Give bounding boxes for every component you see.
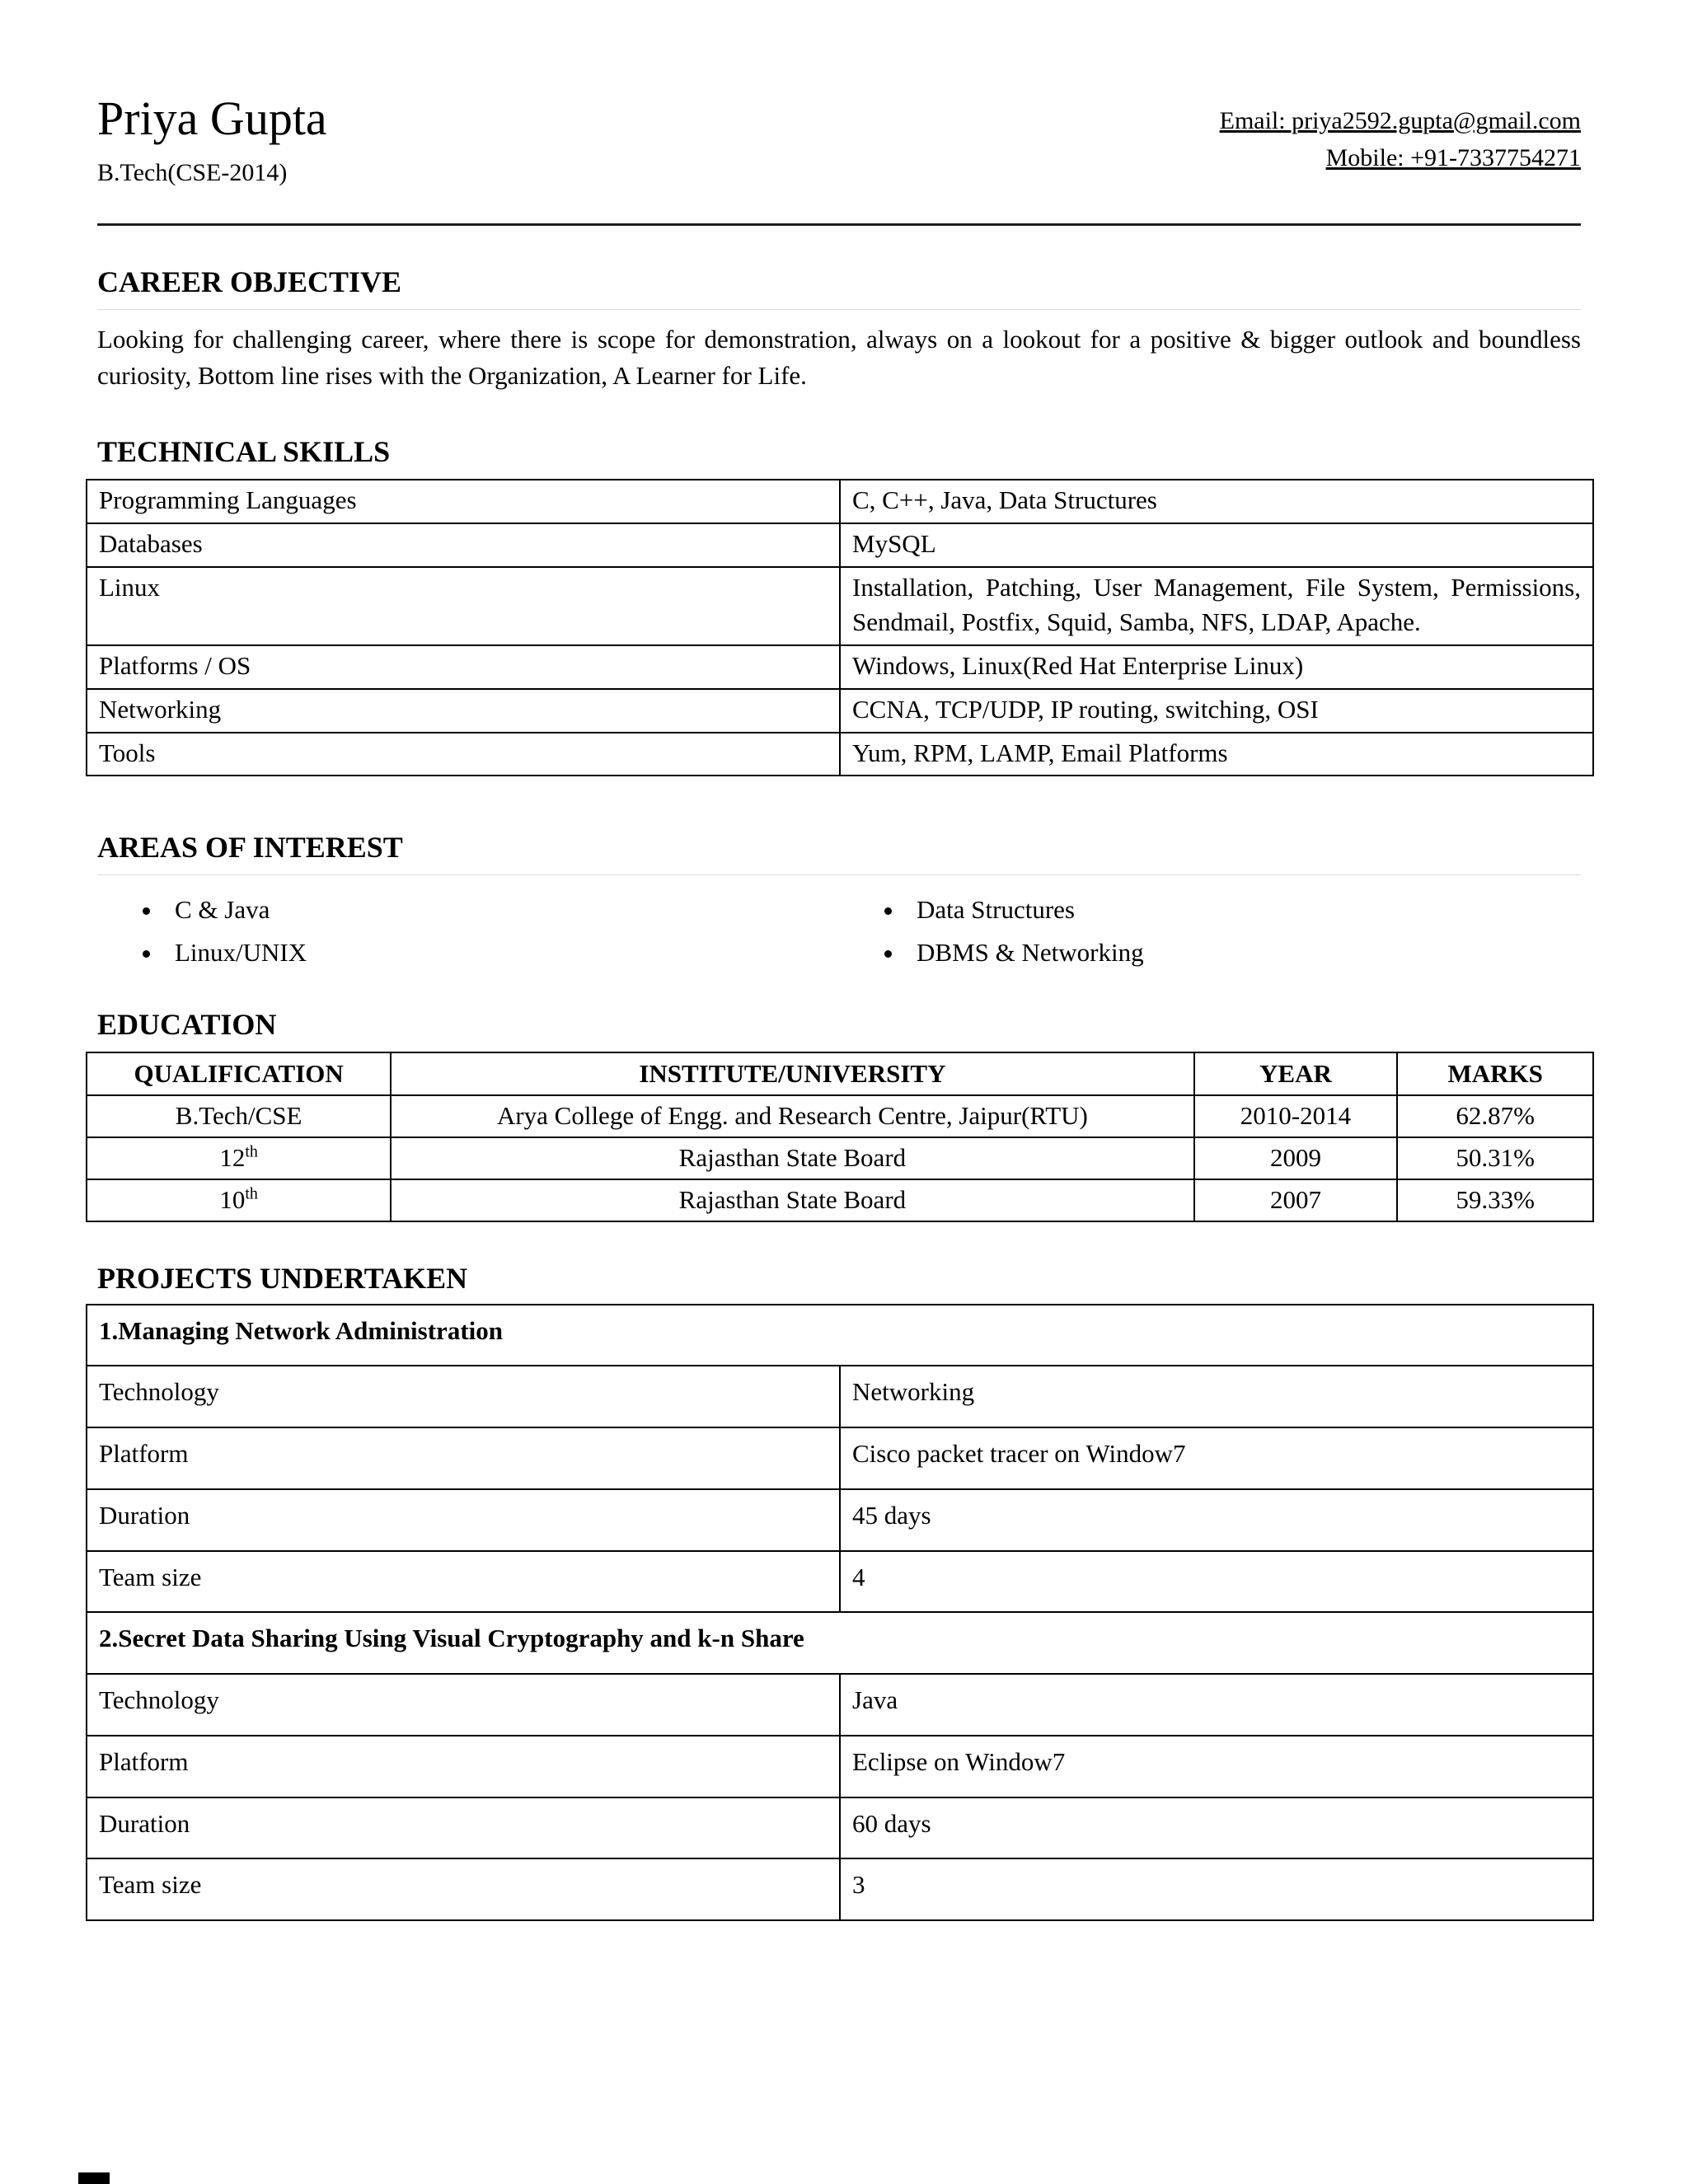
skill-label: Networking	[87, 689, 840, 733]
education-year: 2009	[1194, 1137, 1398, 1179]
skill-label: Linux	[87, 567, 840, 646]
header-left	[97, 92, 327, 187]
skill-value: Windows, Linux(Red Hat Enterprise Linux)	[840, 645, 1593, 689]
career-objective-text: Looking for challenging career, where there is scope for demonstration, always on a lookout for a positive & bigger outlook and boundless curiosity, Bottom line rises with the Organization, A Learner for Life.	[97, 324, 1581, 390]
skill-value: Yum, RPM, LAMP, Email Platforms	[840, 733, 1593, 776]
skill-value: C, C++, Java, Data Structures	[840, 480, 1593, 523]
skill-row	[87, 733, 1593, 776]
project-field-label: Technology	[87, 1674, 840, 1736]
project-row	[87, 1489, 1593, 1551]
areas-of-interest-list	[97, 888, 1581, 974]
project-field-label: Duration	[87, 1489, 840, 1551]
project-row	[87, 1427, 1593, 1489]
skill-row	[87, 689, 1593, 733]
education-row	[87, 1179, 1593, 1221]
interest-item: • Linux/UNIX	[163, 931, 839, 974]
project-field-value: Java	[840, 1674, 1593, 1736]
skill-row	[87, 523, 1593, 567]
education-table	[86, 1052, 1594, 1222]
interest-item: • DBMS & Networking	[905, 931, 1581, 974]
education-header-year: YEAR	[1194, 1052, 1398, 1096]
project-title-row	[87, 1612, 1593, 1674]
education-header-institute: INSTITUTE/UNIVERSITY	[391, 1052, 1193, 1096]
mobile-link[interactable]: Mobile: +91-7337754271	[1325, 144, 1581, 171]
header	[97, 92, 1581, 187]
interest-item: • C & Java	[163, 888, 839, 931]
project-row	[87, 1797, 1593, 1859]
project-field-value: Cisco packet tracer on Window7	[840, 1427, 1593, 1489]
project-field-label: Platform	[87, 1736, 840, 1797]
career-objective-heading: CAREER OBJECTIVE	[97, 264, 1581, 310]
education-institute: Rajasthan State Board	[391, 1179, 1193, 1221]
education-row	[87, 1137, 1593, 1179]
skill-value: Installation, Patching, User Management, File System, Permissions, Sendmail, Postfix, Squid, Samba, NFS, LDAP, Apache.	[840, 567, 1593, 646]
project-title-row	[87, 1305, 1593, 1366]
education-heading: EDUCATION	[97, 1007, 277, 1041]
education-institute: Rajasthan State Board	[391, 1137, 1193, 1179]
skill-label: Databases	[87, 523, 840, 567]
projects-table	[86, 1304, 1594, 1922]
education-header-row	[87, 1052, 1593, 1096]
skill-value: MySQL	[840, 523, 1593, 567]
skill-label: Programming Languages	[87, 480, 840, 523]
project-field-value: Networking	[840, 1366, 1593, 1427]
contact-mobile-line	[1220, 139, 1581, 176]
project-row	[87, 1366, 1593, 1427]
qualification-superscript: th	[245, 1142, 258, 1161]
education-qualification: B.Tech/CSE	[87, 1095, 391, 1137]
education-qualification: 12th	[87, 1137, 391, 1179]
education-marks: 62.87%	[1397, 1095, 1593, 1137]
page-edge-artifact	[78, 2172, 110, 2184]
education-qualification: 10th	[87, 1179, 391, 1221]
education-row	[87, 1095, 1593, 1137]
areas-of-interest-heading: AREAS OF INTEREST	[97, 829, 1581, 875]
header-divider	[97, 223, 1581, 226]
projects-heading: PROJECTS UNDERTAKEN	[97, 1261, 468, 1295]
interest-column-left	[97, 888, 839, 974]
project-field-value: Eclipse on Window7	[840, 1736, 1593, 1797]
interest-item: • Data Structures	[905, 888, 1581, 931]
email-link[interactable]: Email: priya2592.gupta@gmail.com	[1219, 107, 1581, 134]
skill-row	[87, 645, 1593, 689]
person-name: Priya Gupta	[97, 91, 327, 145]
education-header-qualification: QUALIFICATION	[87, 1052, 391, 1096]
project-field-value: 3	[840, 1858, 1593, 1920]
project-row	[87, 1736, 1593, 1797]
education-institute: Arya College of Engg. and Research Centre, Jaipur(RTU)	[391, 1095, 1193, 1137]
interest-column-right	[839, 888, 1581, 974]
education-marks: 50.31%	[1397, 1137, 1593, 1179]
project-row	[87, 1858, 1593, 1920]
project-field-label: Team size	[87, 1858, 840, 1920]
project-field-label: Team size	[87, 1551, 840, 1613]
skill-value: CCNA, TCP/UDP, IP routing, switching, OSI	[840, 689, 1593, 733]
degree: B.Tech(CSE-2014)	[97, 158, 288, 186]
skill-row	[87, 567, 1593, 646]
project-field-value: 60 days	[840, 1797, 1593, 1859]
skill-label: Platforms / OS	[87, 645, 840, 689]
skill-row	[87, 480, 1593, 523]
project-title: 2.Secret Data Sharing Using Visual Cryptography and k-n Share	[87, 1612, 1593, 1674]
project-row	[87, 1551, 1593, 1613]
qualification-superscript: th	[245, 1184, 258, 1203]
project-field-value: 4	[840, 1551, 1593, 1613]
project-field-label: Platform	[87, 1427, 840, 1489]
education-year: 2007	[1194, 1179, 1398, 1221]
education-header-marks: MARKS	[1397, 1052, 1593, 1096]
project-row	[87, 1674, 1593, 1736]
project-title: 1.Managing Network Administration	[87, 1305, 1593, 1366]
project-field-label: Technology	[87, 1366, 840, 1427]
contact-block	[1220, 102, 1581, 176]
technical-skills-table	[86, 479, 1594, 776]
project-field-label: Duration	[87, 1797, 840, 1859]
education-year: 2010-2014	[1194, 1095, 1398, 1137]
education-marks: 59.33%	[1397, 1179, 1593, 1221]
technical-skills-heading: TECHNICAL SKILLS	[97, 434, 391, 468]
project-field-value: 45 days	[840, 1489, 1593, 1551]
contact-email-line	[1220, 102, 1581, 139]
skill-label: Tools	[87, 733, 840, 776]
